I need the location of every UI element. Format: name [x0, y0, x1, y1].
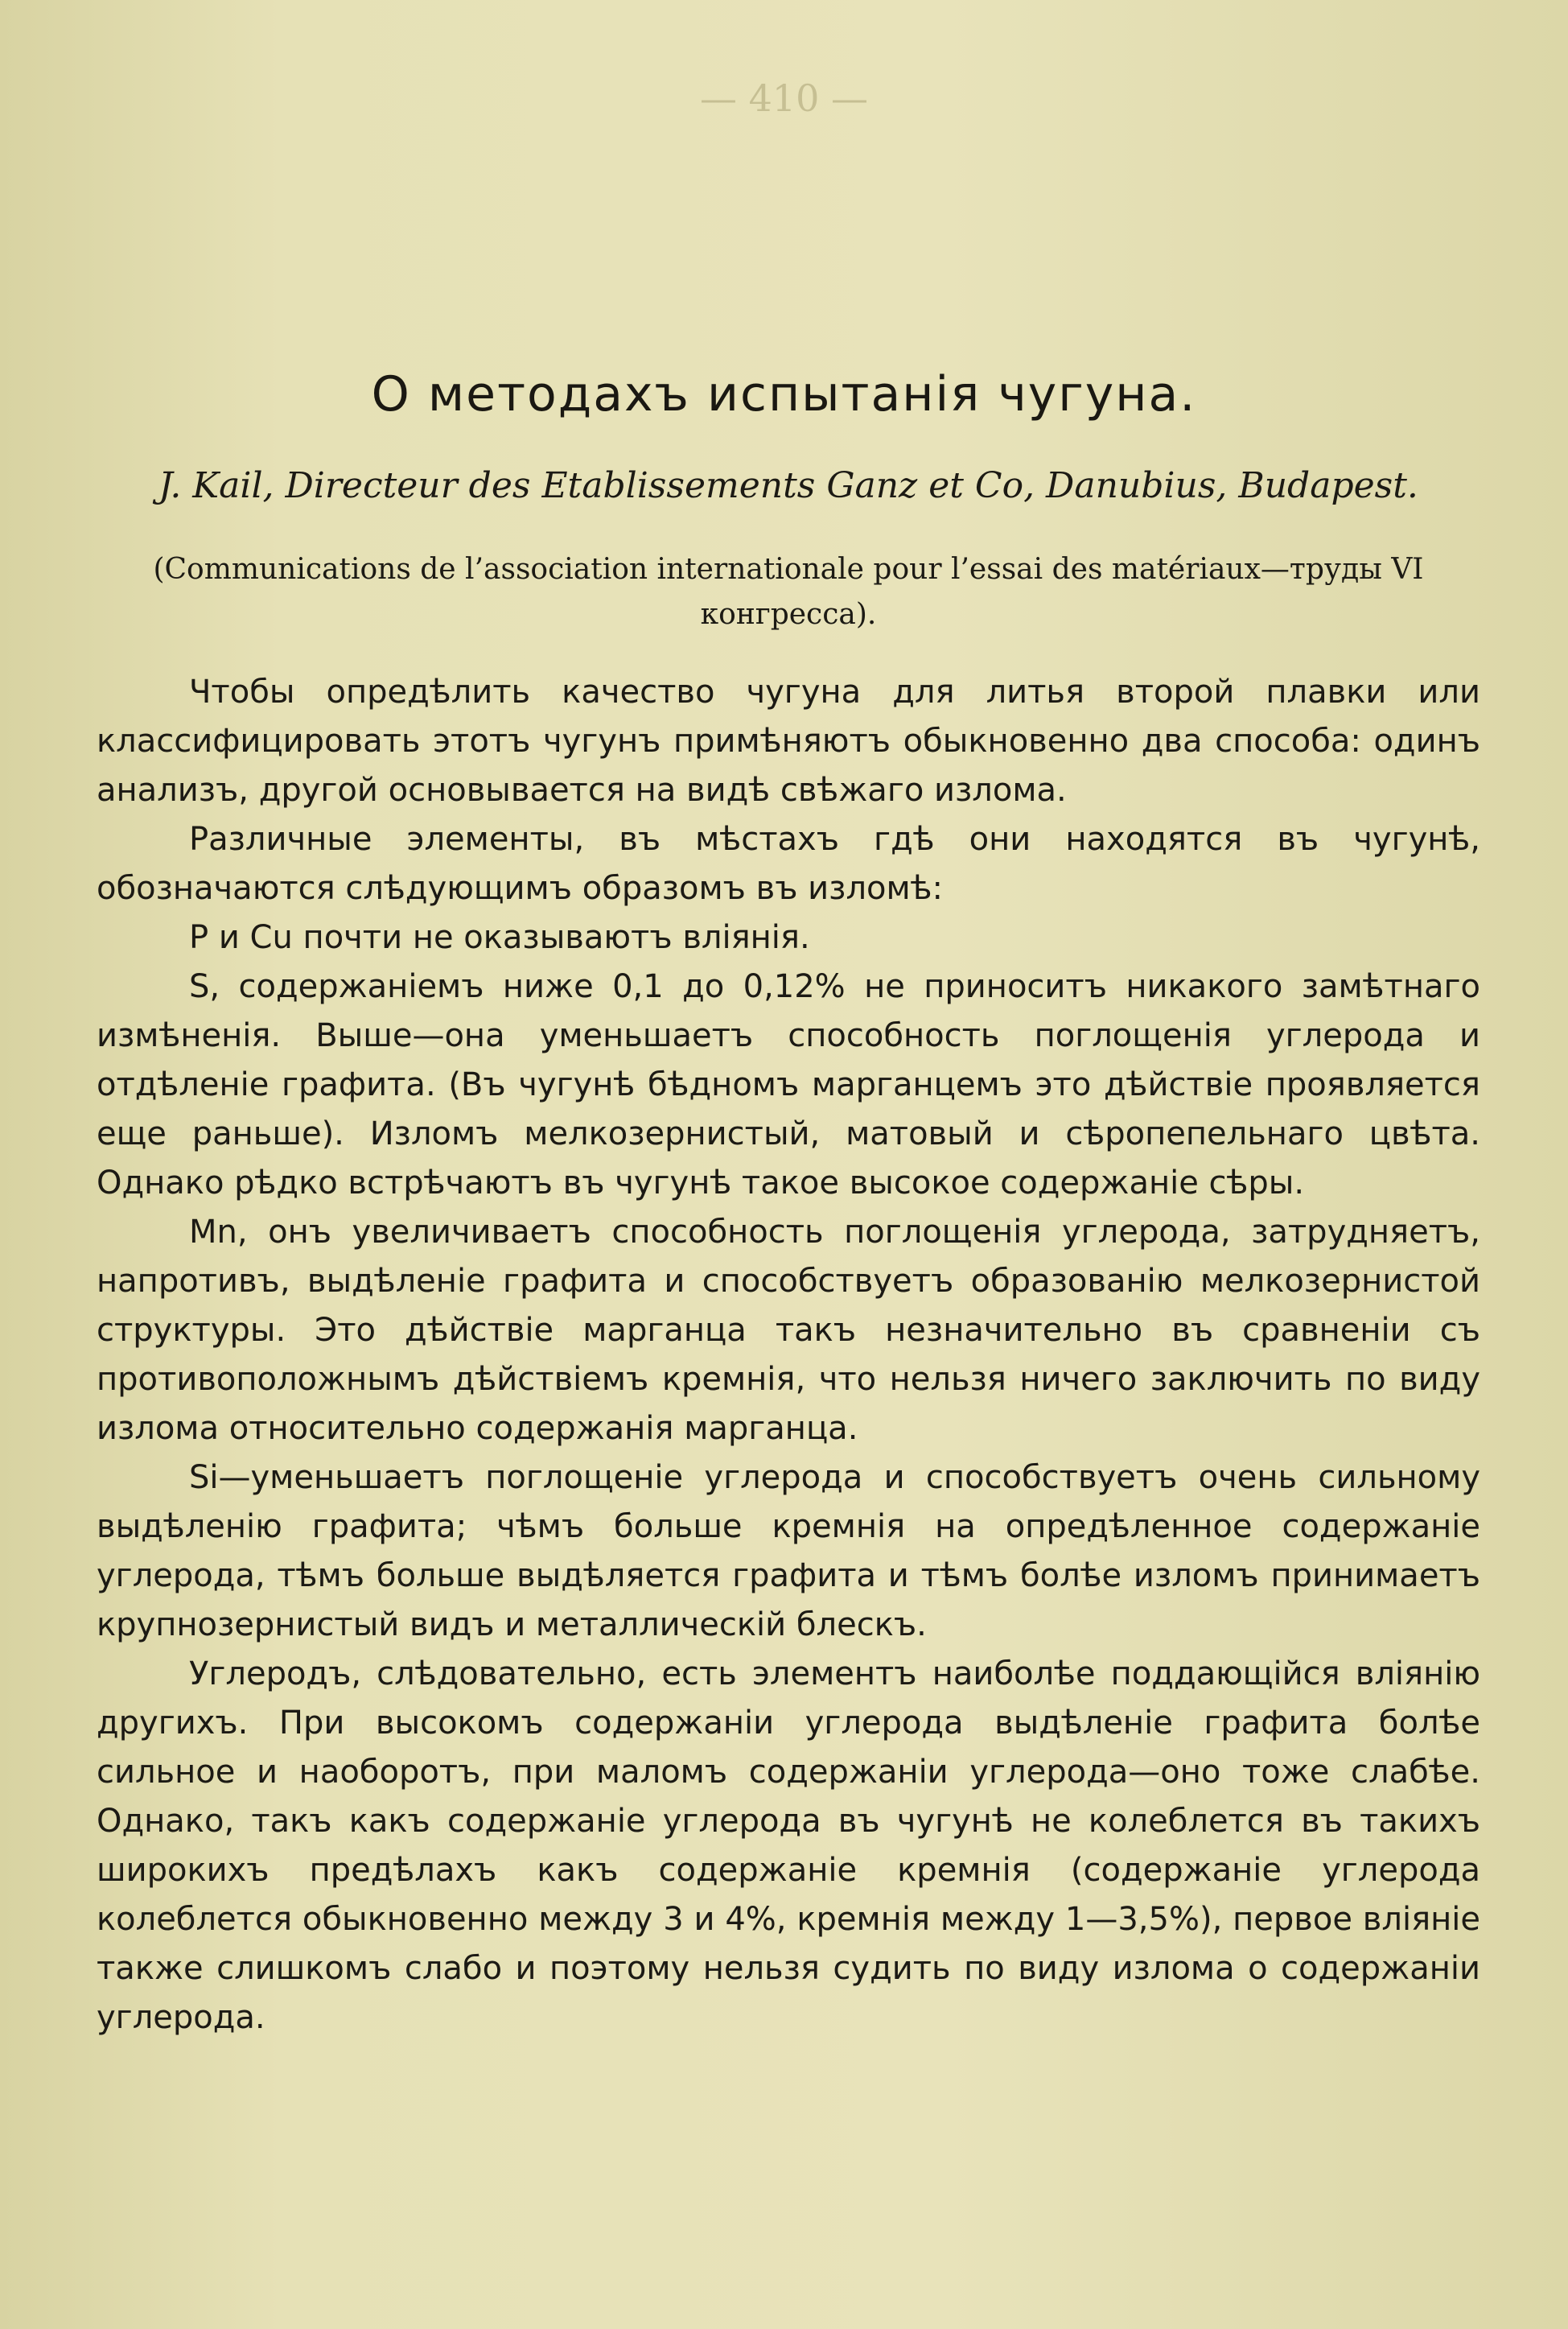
- author-line: J. Kail, Directeur des Etablissements Ganz et Co, Danubius, Budapest.: [158, 465, 1418, 506]
- article-title: О методахъ испытанія чугуна.: [371, 366, 1197, 423]
- paragraph-carbon: Углеродъ, слѣдовательно, есть элементъ наиболѣе поддающійся вліянію другихъ. При высокомъ содержаніи углерода выдѣленіе графита болѣе сильное и наоборотъ, при маломъ содержаніи углерода—оно тоже слабѣе. Однако, такъ какъ содержаніе углерода въ чугунѣ не колеблется въ такихъ широкихъ предѣлахъ какъ содержаніе кремнія (содержаніе углерода колеблется обыкновенно между 3 и 4%, кремнія между 1—3,5%), первое вліяніе также слишкомъ слабо и поэтому нельзя судить по виду излома о содержаніи углерода.: [97, 1655, 1480, 2036]
- page-number: — 410 —: [699, 76, 869, 120]
- paragraph-sulfur: S, содержаніемъ ниже 0,1 до 0,12% не приноситъ никакого замѣтнаго измѣненія. Выше—она уменьшаетъ способность поглощенія углерода и отдѣленіе графита. (Въ чугунѣ бѣдномъ марганцемъ это дѣйствіе проявляется еще раньше). Изломъ мелкозернистый, матовый и сѣропепельнаго цвѣта. Однако рѣдко встрѣчаютъ въ чугунѣ такое высокое содержаніе сѣры.: [97, 968, 1480, 1202]
- paragraph-manganese: Mn, онъ увеличиваетъ способность поглощенія углерода, затрудняетъ, напротивъ, выдѣленіе графита и способствуетъ образованію мелкозернистой структуры. Это дѣйствіе марганца такъ незначительно въ сравненіи съ противоположнымъ дѣйствіемъ кремнія, что нельзя ничего заключить по виду излома относительно содержанія марганца.: [97, 1214, 1480, 1447]
- paragraph-silicon: Si—уменьшаетъ поглощеніе углерода и способствуетъ очень сильному выдѣленію графита; чѣмъ больше кремнія на опредѣленное содержаніе углерода, тѣмъ больше выдѣляется графита и тѣмъ болѣе изломъ принимаетъ крупнозернистый видъ и металлическій блескъ.: [97, 1459, 1480, 1643]
- paragraph-elements: Различные элементы, въ мѣстахъ гдѣ они находятся въ чугунѣ, обозначаются слѣдующимъ образомъ въ изломѣ:: [97, 821, 1480, 907]
- source-note: (Communications de l’association internationale pour l’essai des matériaux—труды VI конгресса).: [153, 553, 1424, 631]
- article-body: [97, 668, 1480, 2043]
- paragraph-intro: Чтобы опредѣлить качество чугуна для литья второй плавки или классифицировать этотъ чугунъ примѣняютъ обыкновенно два способа: одинъ анализъ, другой основывается на видѣ свѣжаго излома.: [97, 674, 1480, 809]
- paragraph-p-cu: P и Cu почти не оказываютъ вліянія.: [189, 919, 810, 956]
